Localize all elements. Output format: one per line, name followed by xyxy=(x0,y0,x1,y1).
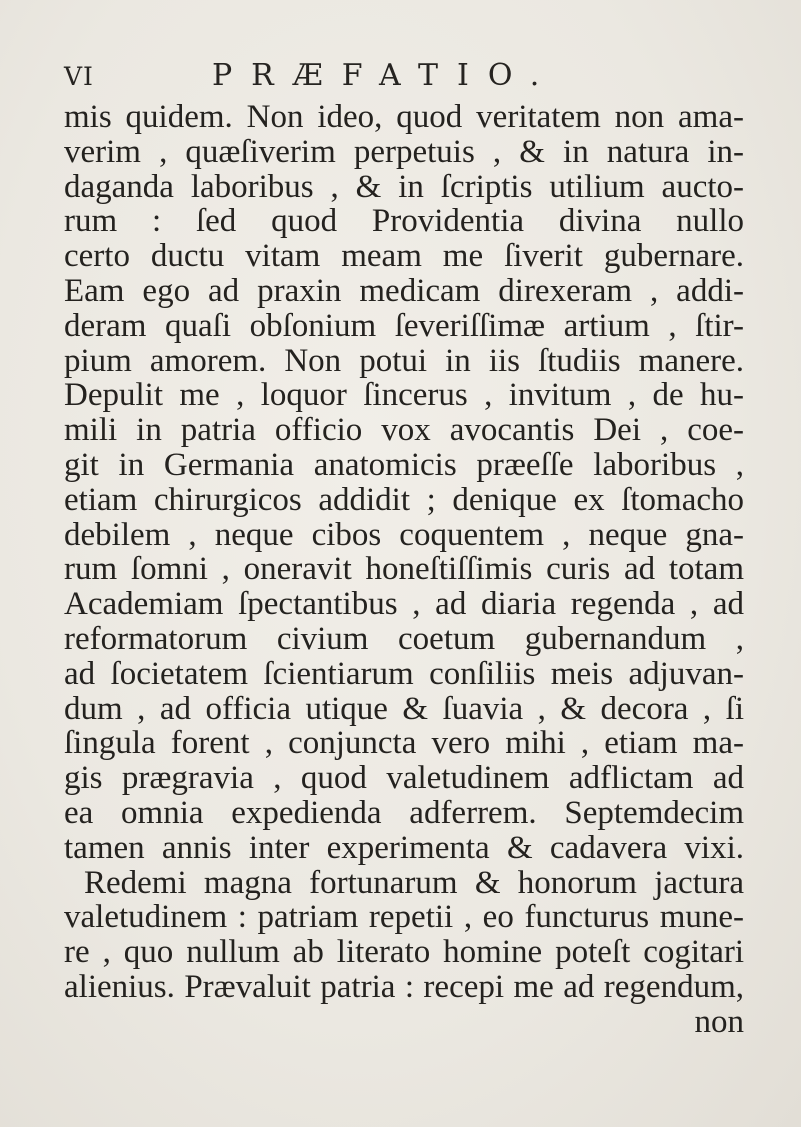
text-line: ea omnia expedienda adferrem. Septemdecim xyxy=(64,794,744,831)
text-line: pium amorem. Non potui in iis ſtudiis manere. xyxy=(64,342,744,379)
text-line: ſingula forent , conjuncta vero mihi , etiam ma- xyxy=(64,725,744,762)
text-line: deram quaſi obſonium ſeveriſſimæ artium , ſtir- xyxy=(64,307,744,344)
text-line: Academiam ſpectantibus , ad diaria regenda , ad xyxy=(64,586,744,623)
text-line: gis prægravia , quod valetudinem adflictam ad xyxy=(64,760,744,797)
body-text xyxy=(64,100,744,1040)
text-line: reformatorum civium coetum gubernandum , xyxy=(64,620,744,657)
text-line: mili in patria officio vox avocantis Dei , coe- xyxy=(64,412,744,449)
running-title: PRÆFATIO. xyxy=(212,58,559,93)
text-line: re , quo nullum ab literato homine poteſt cogitari xyxy=(64,934,744,971)
text-line: mis quidem. Non ideo, quod veritatem non ama- xyxy=(64,99,744,135)
text-line: alienius. Prævaluit patria : recepi me ad regendum, xyxy=(64,968,744,1005)
text-line: verim , quæſiverim perpetuis , & in natura in- xyxy=(64,133,744,170)
text-line: rum : ſed quod Providentia divina nullo xyxy=(64,203,744,240)
text-line: dum , ad officia utique & ſuavia , & decora , ſi xyxy=(64,690,744,727)
text-line: rum ſomni , oneravit honeſtiſſimis curis ad totam xyxy=(64,551,744,588)
text-line: certo ductu vitam meam me ſiverit gubernare. xyxy=(64,238,744,275)
text-line: ad ſocietatem ſcientiarum conſiliis meis adjuvan- xyxy=(64,655,744,692)
catchword: non xyxy=(694,1003,744,1040)
page-header xyxy=(64,58,744,98)
text-line: git in Germania anatomicis præeſſe laboribus , xyxy=(64,446,744,483)
text-line: Depulit me , loquor ſincerus , invitum , de hu- xyxy=(64,377,744,414)
text-line: Eam ego ad praxin medicam direxeram , addi- xyxy=(64,272,744,309)
text-line: etiam chirurgicos addidit ; denique ex ſtomacho xyxy=(64,481,744,518)
text-line: valetudinem : patriam repetii , eo functurus mune- xyxy=(64,899,744,936)
text-line: debilem , neque cibos coquentem , neque gna- xyxy=(64,516,744,553)
text-line: Redemi magna fortunarum & honorum jactura xyxy=(84,864,744,901)
text-line: tamen annis inter experimenta & cadavera vixi. xyxy=(64,829,744,866)
text-line: daganda laboribus , & in ſcriptis utilium aucto- xyxy=(64,168,744,205)
page-number: VI xyxy=(64,62,94,91)
